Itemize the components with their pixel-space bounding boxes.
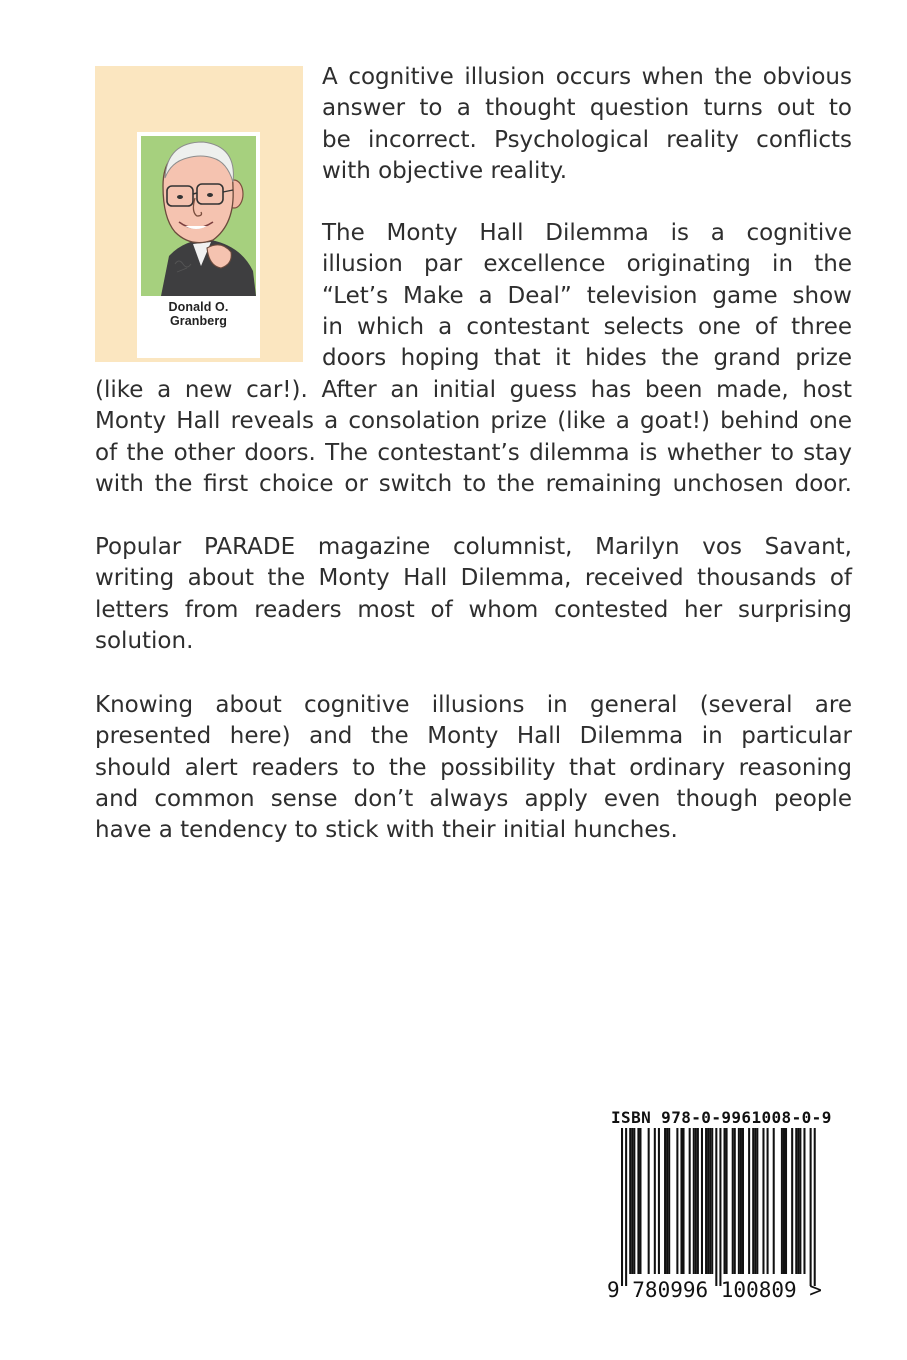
barcode-bar [742, 1128, 744, 1274]
barcode-bar [773, 1128, 775, 1274]
barcode-bar [666, 1128, 668, 1274]
barcode-bar [762, 1128, 764, 1274]
barcode-bar [724, 1128, 726, 1274]
text-line: answer to a thought question turns out to [322, 95, 852, 122]
text-line: The Monty Hall Dilemma is a cognitive [322, 220, 852, 246]
barcode-bar [767, 1128, 769, 1274]
barcode-bar [719, 1128, 721, 1286]
barcode-bar [740, 1128, 742, 1274]
barcode-bar [705, 1128, 707, 1274]
barcode-digits: 9 780996 100809 > [607, 1278, 822, 1302]
barcode-bar [709, 1128, 711, 1274]
barcode-bar [732, 1128, 734, 1274]
barcode-bar [756, 1128, 758, 1274]
barcode-bar [783, 1128, 785, 1274]
text-line: be incorrect. Psychological reality conflicts [322, 126, 852, 153]
text-line: Popular PARADE magazine columnist, Marilyn vos Savant, [95, 534, 852, 560]
barcode-bar [668, 1128, 670, 1274]
barcode-bar [639, 1128, 641, 1274]
barcode-bar [707, 1128, 709, 1274]
text-line: letters from readers most of whom contested her surprising [95, 596, 852, 623]
barcode-bar [734, 1128, 736, 1274]
barcode-bar [689, 1128, 691, 1274]
barcode-bar [693, 1128, 695, 1274]
text-line: with the first choice or switch to the remaining unchosen door. [95, 470, 852, 497]
barcode-bar [637, 1128, 639, 1274]
barcode-bar [785, 1128, 787, 1274]
text-line: should alert readers to the possibility that ordinary reasoning [95, 754, 852, 781]
text-line: of the other doors. The contestant’s dilemma is whether to stay [95, 439, 852, 466]
barcode-bar [799, 1128, 801, 1274]
text-line: with objective reality. [322, 157, 568, 184]
text-line: (like a new car!). After an initial guess has been made, host [95, 377, 852, 403]
paragraph-cognitive-illusion [322, 62, 852, 187]
barcode-bar [664, 1128, 666, 1274]
barcode-bar [697, 1128, 699, 1274]
text-line: solution. [95, 627, 194, 654]
barcode-bar [738, 1128, 740, 1274]
barcode-bar [781, 1128, 783, 1274]
barcode-bar [629, 1128, 631, 1274]
barcode-bar [633, 1128, 635, 1274]
author-caricature [141, 136, 256, 296]
barcode-bar [810, 1128, 812, 1286]
text-line: have a tendency to stick with their initial hunches. [95, 817, 678, 844]
text-line: in which a contestant selects one of three [322, 313, 852, 340]
text-line: illusion par excellence originating in the [322, 251, 852, 278]
barcode-bar [621, 1128, 623, 1286]
author-card [95, 66, 303, 362]
barcode-bar [803, 1128, 805, 1274]
text-line: writing about the Monty Hall Dilemma, received thousands of [95, 565, 852, 592]
barcode-bar [658, 1128, 660, 1274]
paragraph-knowing-illusions [95, 690, 852, 846]
barcode-bar [701, 1128, 703, 1274]
text-line: Monty Hall reveals a consolation prize (like a goat!) behind one [95, 408, 852, 435]
barcode-bar [654, 1128, 656, 1274]
barcode-bar [795, 1128, 797, 1274]
text-line: Knowing about cognitive illusions in general (several are [95, 692, 852, 718]
barcode-bars [611, 1128, 821, 1288]
isbn-barcode [607, 1100, 832, 1325]
barcode-bar [625, 1128, 627, 1286]
barcode-bar [726, 1128, 728, 1274]
isbn-label: ISBN 978-0-9961008-0-9 [611, 1108, 832, 1127]
barcode-bar [754, 1128, 756, 1274]
barcode-bar [683, 1128, 685, 1274]
text-line: presented here) and the Monty Hall Dilemma in particular [95, 723, 852, 750]
barcode-bar [791, 1128, 793, 1274]
barcode-bar [711, 1128, 713, 1274]
author-name: Donald O. Granberg [168, 300, 229, 328]
barcode-bar [715, 1128, 717, 1286]
text-line: doors hoping that it hides the grand prize [322, 345, 852, 372]
text-line: A cognitive illusion occurs when the obvious [322, 64, 852, 90]
author-portrait-frame [137, 132, 260, 358]
barcode-bar [680, 1128, 682, 1274]
barcode-bar [797, 1128, 799, 1274]
paragraph-monty-hall-bottom [95, 375, 852, 500]
text-line: “Let’s Make a Deal” television game show [322, 282, 852, 309]
barcode-bar [752, 1128, 754, 1274]
barcode-bar [631, 1128, 633, 1274]
paragraph-monty-hall-top [322, 218, 852, 374]
barcode-bar [748, 1128, 750, 1274]
barcode-bar [695, 1128, 697, 1274]
barcode-bar [648, 1128, 650, 1274]
paragraph-parade-columnist [95, 532, 852, 657]
barcode-bar [814, 1128, 816, 1286]
barcode-bar [676, 1128, 678, 1274]
text-line: and common sense don’t always apply even though people [95, 785, 852, 812]
